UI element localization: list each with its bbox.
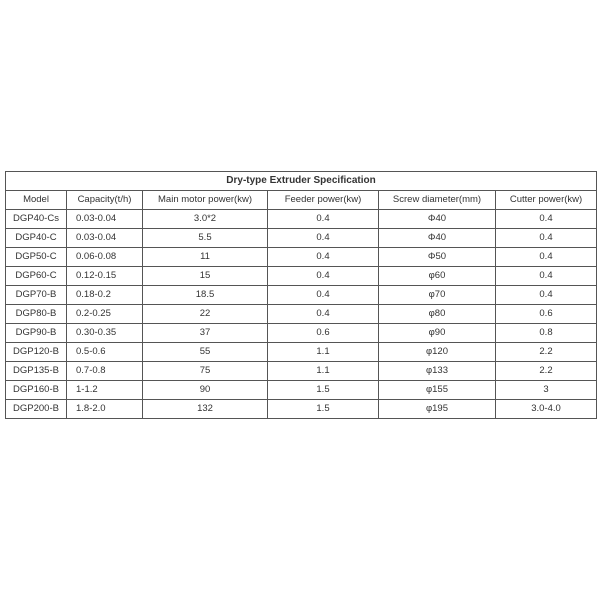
capacity-cell: 0.12-0.15 <box>67 267 143 286</box>
screw-diameter-cell: Φ40 <box>379 210 496 229</box>
capacity-cell: 1.8-2.0 <box>67 400 143 419</box>
column-header-capacity: Capacity(t/h) <box>67 191 143 210</box>
capacity-cell: 1-1.2 <box>67 381 143 400</box>
model-cell: DGP40-Cs <box>6 210 67 229</box>
model-cell: DGP60-C <box>6 267 67 286</box>
capacity-cell: 0.2-0.25 <box>67 305 143 324</box>
cutter-power-cell: 0.4 <box>496 267 597 286</box>
table-row <box>6 248 597 267</box>
feeder-power-cell: 0.4 <box>268 210 379 229</box>
table-row <box>6 267 597 286</box>
model-cell: DGP135-B <box>6 362 67 381</box>
feeder-power-cell: 0.4 <box>268 305 379 324</box>
screw-diameter-cell: φ60 <box>379 267 496 286</box>
table-row <box>6 324 597 343</box>
cutter-power-cell: 3.0-4.0 <box>496 400 597 419</box>
cutter-power-cell: 0.4 <box>496 210 597 229</box>
model-cell: DGP90-B <box>6 324 67 343</box>
cutter-power-cell: 0.4 <box>496 229 597 248</box>
table-row <box>6 343 597 362</box>
table-row <box>6 210 597 229</box>
screw-diameter-cell: φ155 <box>379 381 496 400</box>
table-title-row <box>6 172 597 191</box>
capacity-cell: 0.5-0.6 <box>67 343 143 362</box>
table-row <box>6 362 597 381</box>
feeder-power-cell: 1.5 <box>268 400 379 419</box>
screw-diameter-cell: φ195 <box>379 400 496 419</box>
main-motor-power-cell: 75 <box>143 362 268 381</box>
main-motor-power-cell: 132 <box>143 400 268 419</box>
column-header-cutter-power: Cutter power(kw) <box>496 191 597 210</box>
screw-diameter-cell: Φ40 <box>379 229 496 248</box>
column-header-model: Model <box>6 191 67 210</box>
model-cell: DGP40-C <box>6 229 67 248</box>
table-row <box>6 286 597 305</box>
table-row <box>6 229 597 248</box>
main-motor-power-cell: 11 <box>143 248 268 267</box>
feeder-power-cell: 1.1 <box>268 343 379 362</box>
model-cell: DGP160-B <box>6 381 67 400</box>
capacity-cell: 0.7-0.8 <box>67 362 143 381</box>
spec-table <box>5 171 597 419</box>
capacity-cell: 0.03-0.04 <box>67 210 143 229</box>
screw-diameter-cell: φ90 <box>379 324 496 343</box>
main-motor-power-cell: 3.0*2 <box>143 210 268 229</box>
main-motor-power-cell: 90 <box>143 381 268 400</box>
table-row <box>6 381 597 400</box>
feeder-power-cell: 1.1 <box>268 362 379 381</box>
screw-diameter-cell: Φ50 <box>379 248 496 267</box>
feeder-power-cell: 0.4 <box>268 229 379 248</box>
screw-diameter-cell: φ120 <box>379 343 496 362</box>
screw-diameter-cell: φ80 <box>379 305 496 324</box>
capacity-cell: 0.03-0.04 <box>67 229 143 248</box>
capacity-cell: 0.30-0.35 <box>67 324 143 343</box>
screw-diameter-cell: φ133 <box>379 362 496 381</box>
cutter-power-cell: 0.4 <box>496 286 597 305</box>
cutter-power-cell: 0.4 <box>496 248 597 267</box>
feeder-power-cell: 1.5 <box>268 381 379 400</box>
table-title: Dry-type Extruder Specification <box>6 172 597 191</box>
feeder-power-cell: 0.4 <box>268 267 379 286</box>
column-header-feeder-power: Feeder power(kw) <box>268 191 379 210</box>
feeder-power-cell: 0.4 <box>268 248 379 267</box>
table-body <box>6 172 597 419</box>
cutter-power-cell: 2.2 <box>496 343 597 362</box>
main-motor-power-cell: 37 <box>143 324 268 343</box>
cutter-power-cell: 0.8 <box>496 324 597 343</box>
model-cell: DGP80-B <box>6 305 67 324</box>
model-cell: DGP200-B <box>6 400 67 419</box>
model-cell: DGP70-B <box>6 286 67 305</box>
capacity-cell: 0.18-0.2 <box>67 286 143 305</box>
main-motor-power-cell: 18.5 <box>143 286 268 305</box>
feeder-power-cell: 0.4 <box>268 286 379 305</box>
model-cell: DGP50-C <box>6 248 67 267</box>
table-row <box>6 400 597 419</box>
cutter-power-cell: 2.2 <box>496 362 597 381</box>
table-header-row <box>6 191 597 210</box>
main-motor-power-cell: 55 <box>143 343 268 362</box>
cutter-power-cell: 0.6 <box>496 305 597 324</box>
table-row <box>6 305 597 324</box>
model-cell: DGP120-B <box>6 343 67 362</box>
main-motor-power-cell: 22 <box>143 305 268 324</box>
cutter-power-cell: 3 <box>496 381 597 400</box>
column-header-main-motor-power: Main motor power(kw) <box>143 191 268 210</box>
main-motor-power-cell: 5.5 <box>143 229 268 248</box>
feeder-power-cell: 0.6 <box>268 324 379 343</box>
screw-diameter-cell: φ70 <box>379 286 496 305</box>
capacity-cell: 0.06-0.08 <box>67 248 143 267</box>
main-motor-power-cell: 15 <box>143 267 268 286</box>
column-header-screw-diameter: Screw diameter(mm) <box>379 191 496 210</box>
